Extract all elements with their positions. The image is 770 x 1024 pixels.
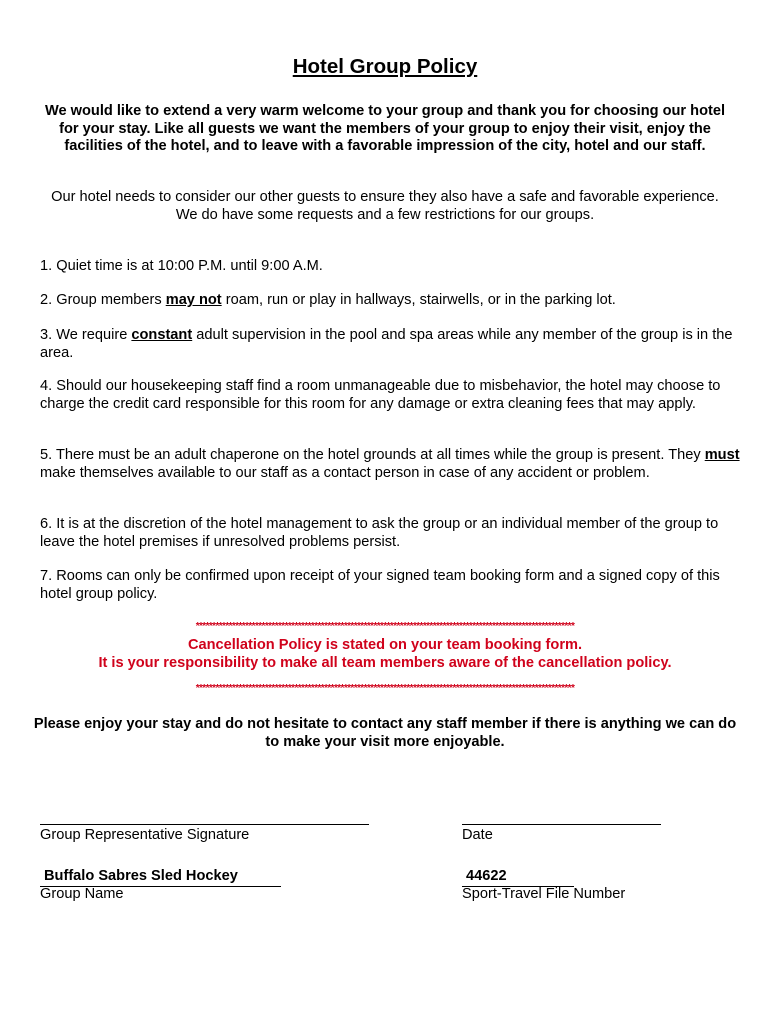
- page-title: Hotel Group Policy: [292, 55, 478, 78]
- cancellation-line-2: It is your responsibility to make all team members aware of the cancellation policy.: [98, 654, 672, 671]
- group-name-label: Group Name: [40, 886, 124, 902]
- rule-2-text-end: roam, run or play in hallways, stairwells, or in the parking lot.: [221, 292, 616, 308]
- group-name-field[interactable]: Buffalo Sabres Sled Hockey: [40, 868, 281, 887]
- rule-3: [40, 327, 740, 362]
- rule-6: 6. It is at the discretion of the hotel management to ask the group or an individual member of the group to leave the hotel premises if unresolved problems persist.: [40, 516, 719, 550]
- rule-2: [40, 292, 740, 310]
- rule-3-emphasis: constant: [131, 327, 193, 343]
- rule-3-text-end: adult supervision in the pool and spa areas while any member of the group is in the area.: [40, 327, 733, 361]
- cancellation-notice: [0, 637, 770, 672]
- stars-divider-top: *******************************************************************************************************************: [195, 621, 575, 632]
- rule-5-text-end: make themselves available to our staff as a contact person in case of any accident or problem.: [40, 464, 650, 481]
- rule-4: 4. Should our housekeeping staff find a room unmanageable due to misbehavior, the hotel may choose to charge the credit card responsible for this room for any damage or extra cleaning fees that may apply.: [40, 378, 721, 412]
- signature-line[interactable]: [40, 824, 369, 825]
- rule-5-emphasis: must: [704, 447, 740, 463]
- signature-label: Group Representative Signature: [40, 827, 250, 843]
- date-label: Date: [462, 827, 493, 843]
- rule-2-emphasis: may not: [165, 292, 222, 308]
- file-number-field[interactable]: 44622: [462, 868, 574, 887]
- rule-2-text-start: 2. Group members: [40, 292, 166, 308]
- stars-divider-bottom: *******************************************************************************************************************: [195, 683, 575, 694]
- consideration-paragraph: Our hotel needs to consider our other guests to ensure they also have a safe and favorable experience. We do have some requests and a few restrictions for our groups.: [51, 189, 719, 223]
- rule-7: 7. Rooms can only be confirmed upon receipt of your signed team booking form and a signed copy of this hotel group policy.: [40, 568, 720, 602]
- rule-5-text-start: 5. There must be an adult chaperone on the hotel grounds at all times while the group is present. They: [40, 447, 705, 463]
- file-number-label: Sport-Travel File Number: [462, 886, 626, 902]
- cancellation-line-1: Cancellation Policy is stated on your team booking form.: [187, 637, 583, 653]
- rule-3-text-start: 3. We require: [40, 327, 132, 343]
- welcome-paragraph: We would like to extend a very warm welcome to your group and thank you for choosing our hotel for your stay. Like all guests we want the members of your group to enjoy their visit, enjoy the facilities of the hotel, and to leave with a favorable impression of the city, hotel and our staff.: [44, 103, 726, 155]
- rule-1: 1. Quiet time is at 10:00 P.M. until 9:00 A.M.: [40, 258, 323, 274]
- date-line[interactable]: [462, 824, 661, 825]
- closing-paragraph: Please enjoy your stay and do not hesitate to contact any staff member if there is anything we can do to make your visit more enjoyable.: [33, 716, 737, 750]
- rule-5: [40, 447, 740, 482]
